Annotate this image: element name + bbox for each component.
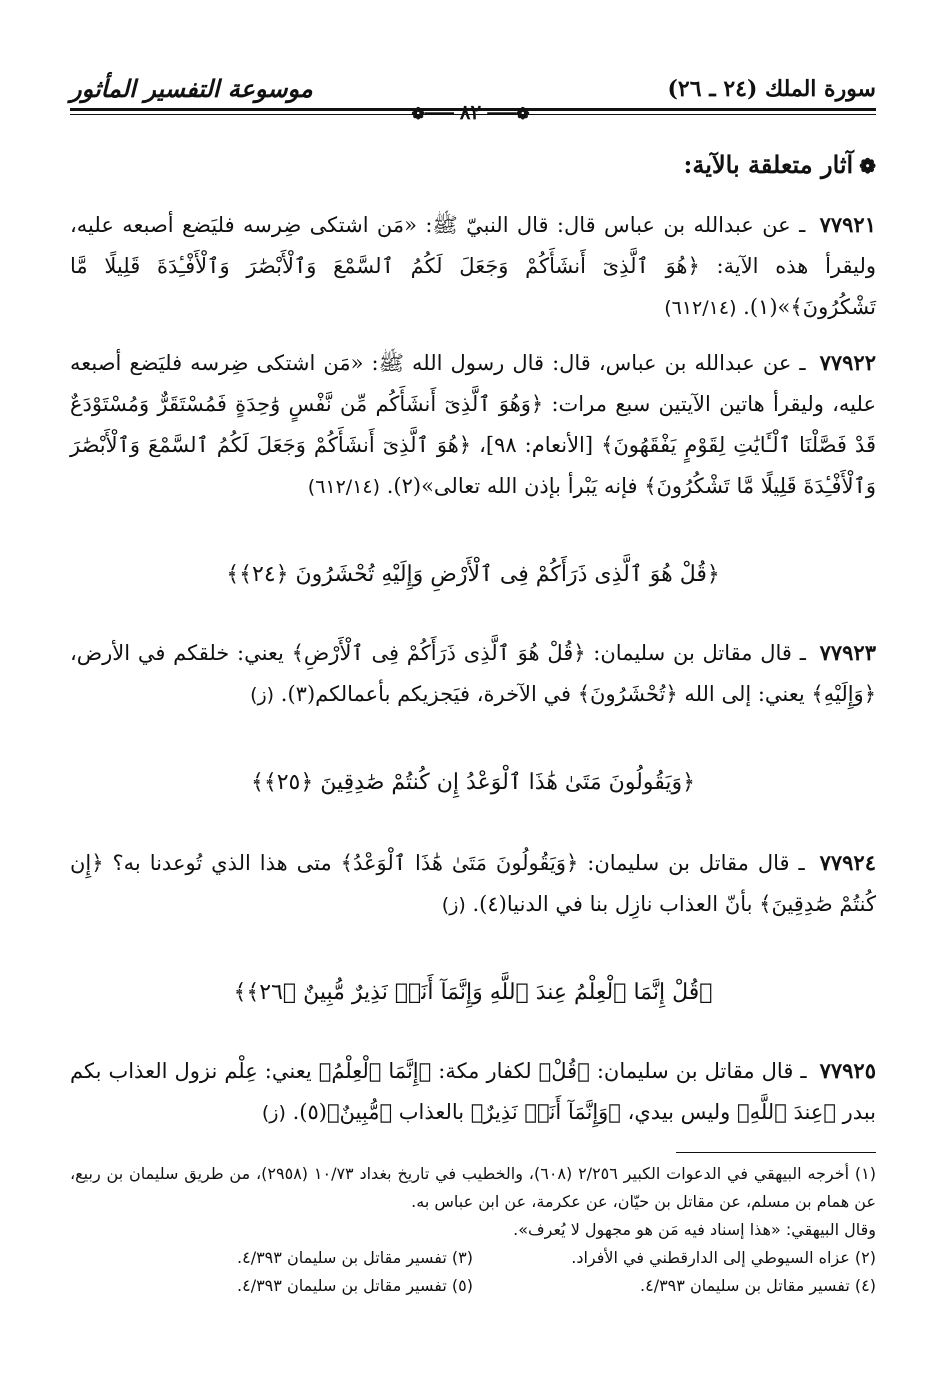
entry-text: ـ عن عبدالله بن عباس قال: قال النبيّ ﷺ: «مَن اشتكى ضِرسه فليَضع أصبعه عليه، وليقرأ هذه الآية: ﴿هُوَ ٱلَّذِىٓ أَنشَأَكُمْ وَجَعَلَ لَكُمُ ٱلسَّمْعَ وَٱلْأَبْصَٰرَ وَٱلْأَفْـِٔدَةَ قَلِيلًا مَّا تَشْكُرُونَ﴾»(١). [70, 213, 876, 319]
entry-text: ـ قال مقاتل بن سليمان: ﴿قُلْ هُوَ ٱلَّذِى ذَرَأَكُمْ فِى ٱلْأَرْضِ﴾ يعني: خلقكم في الأرض، ﴿وَإِلَيْهِ﴾ يعني: إلى الله ﴿تُحْشَرُونَ﴾ في الآخرة، فيَجزيكم بأعمالكم(٣). [70, 641, 876, 706]
quran-verse: ﴿وَيَقُولُونَ مَتَىٰ هَٰذَا ٱلْوَعْدُ إِن كُنتُمْ صَٰدِقِينَ ﴿٢٥﴾﴾ [250, 770, 696, 795]
page-number-line [0, 100, 941, 124]
flower-icon: ❁ [859, 154, 876, 178]
entry-number: ٧٧٩٢٤ [819, 850, 876, 875]
footnotes [70, 1160, 876, 1300]
entry-reference: (٦١٢/١٤) [664, 297, 737, 319]
section-title-text: آثار متعلقة بالآية: [683, 150, 854, 179]
surah-title: سورة الملك (٢٤ ـ ٢٦) [667, 76, 876, 102]
tafsir-entry [70, 842, 876, 926]
footnote-row [70, 1244, 876, 1272]
tafsir-entry [70, 1050, 876, 1134]
footnote-5: (٥) تفسير مقاتل بن سليمان ٤/٣٩٣. [237, 1276, 473, 1295]
footnote-row [70, 1272, 876, 1300]
entry-reference: (ز) [250, 684, 275, 706]
quran-verse: ﴿قُلْ هُوَ ٱلَّذِى ذَرَأَكُمْ فِى ٱلْأَرْضِ وَإِلَيْهِ تُحْشَرُونَ ﴿٢٤﴾﴾ [226, 562, 720, 587]
section-title [70, 150, 876, 179]
entry-number: ٧٧٩٢١ [819, 212, 876, 237]
entry-reference: (ز) [441, 894, 466, 916]
entry-reference: (٦١٢/١٤) [307, 476, 381, 498]
entry-number: ٧٧٩٢٢ [819, 350, 876, 375]
ornament-icon: ━━━❁ [411, 104, 454, 123]
footnote-1-continued: وقال البيهقي: «هذا إسناد فيه مَن هو مجهول لا يُعرف». [513, 1220, 876, 1239]
narration-entry [70, 342, 876, 508]
page-number: ٨٢ [459, 100, 482, 124]
footnote-3: (٣) تفسير مقاتل بن سليمان ٤/٣٩٣. [237, 1248, 473, 1267]
entry-number: ٧٧٩٢٥ [819, 1058, 876, 1083]
quran-verse: ﴿قُلْ إِنَّمَا ٱلْعِلْمُ عِندَ ٱللَّهِ وَإِنَّمَآ أَنَا۠ نَذِيرٌ مُّبِينٌ ﴿٢٦﴾﴾ [233, 980, 713, 1005]
footnote-2: (٢) عزاه السيوطي إلى الدارقطني في الأفراد. [571, 1248, 876, 1267]
entry-reference: (ز) [261, 1102, 286, 1124]
ornament-icon: ❁━━━ [487, 104, 530, 123]
footnote-4: (٤) تفسير مقاتل بن سليمان ٤/٣٩٣. [640, 1276, 876, 1295]
book-title: موسوعة التفسير المأثور [70, 74, 313, 103]
entry-text: ـ قال مقاتل بن سليمان: ﴿وَيَقُولُونَ مَتَىٰ هَٰذَا ٱلْوَعْدُ﴾ متى هذا الذي تُوعدنا به؟ ﴿إِن كُنتُمْ صَٰدِقِينَ﴾ بأنّ العذاب نازِل بنا في الدنيا(٤). [70, 851, 876, 916]
narration-entry [70, 204, 876, 329]
entry-number: ٧٧٩٢٣ [819, 640, 876, 665]
footnote-separator [676, 1152, 876, 1153]
footnote-1: (١) أخرجه البيهقي في الدعوات الكبير ٢/٢٥٦ (٦٠٨)، والخطيب في تاريخ بغداد ١٠/٧٣ (٢٩٥٨)، من طريق سليمان بن ربيع، عن همام بن مسلم، عن مقاتل بن حيّان، عن عكرمة، عن ابن عباس به. [70, 1164, 877, 1211]
entry-text: ـ قال مقاتل بن سليمان: ﴿قُلْ﴾ لكفار مكة: ﴿إِنَّمَا ٱلْعِلْمُ﴾ يعني: عِلْم نزول العذاب بكم ببدر ﴿عِندَ ٱللَّهِ﴾ وليس بيدي، ﴿وَإِنَّمَآ أَنَا۠ نَذِيرٌ﴾ بالعذاب ﴿مُّبِينٌ﴾(٥). [70, 1059, 876, 1124]
tafsir-entry [70, 632, 876, 716]
entry-text: ـ عن عبدالله بن عباس، قال: قال رسول الله ﷺ: «مَن اشتكى ضِرسه فليَضع أصبعه عليه، وليقرأ هاتين الآيتين سبع مرات: ﴿وَهُوَ ٱلَّذِىٓ أَنشَأَكُم مِّن نَّفْسٍ وَٰحِدَةٍ فَمُسْتَقَرٌّ وَمُسْتَوْدَعٌ قَدْ فَصَّلْنَا ٱلْـَٔايَٰتِ لِقَوْمٍ يَفْقَهُونَ﴾ [الأنعام: ٩٨]، ﴿هُوَ ٱلَّذِىٓ أَنشَأَكُمْ وَجَعَلَ لَكُمُ ٱلسَّمْعَ وَٱلْأَبْصَٰرَ وَٱلْأَفْـِٔدَةَ قَلِيلًا مَّا تَشْكُرُونَ﴾ فإنه يَبْرأ بإذن الله تعالى»(٢). [70, 351, 876, 498]
